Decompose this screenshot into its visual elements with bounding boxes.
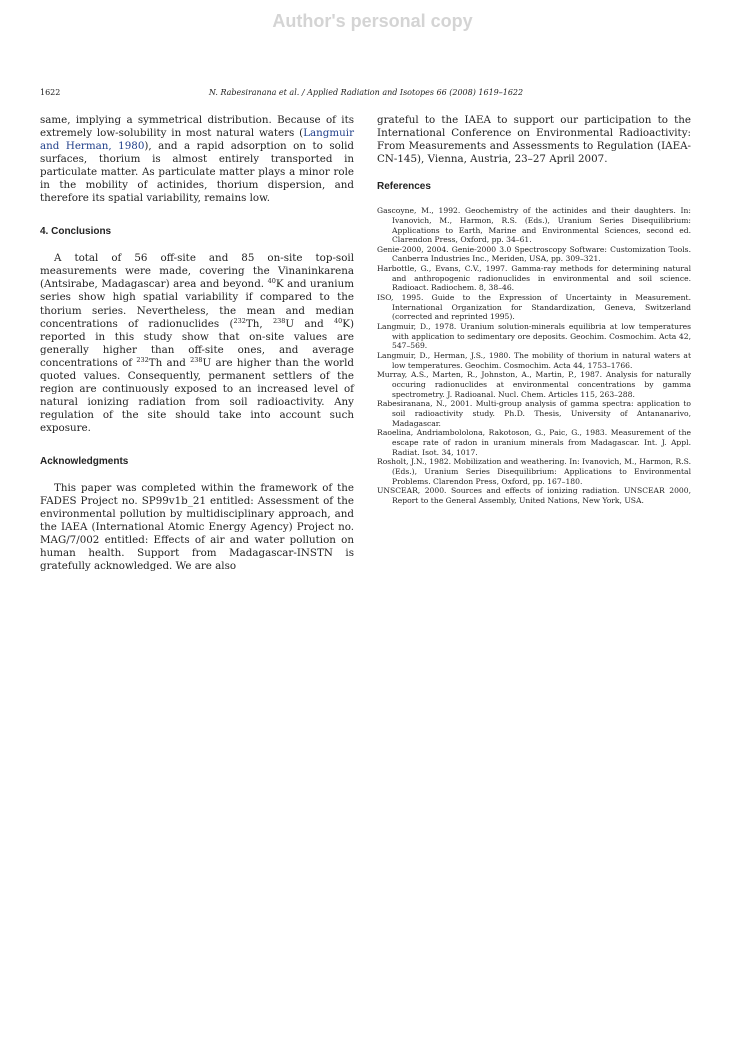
citation-link-langmuir-herman[interactable]: Langmuir and Herman, 1980 xyxy=(40,127,354,153)
reference-item: Rosholt, J.N., 1982. Mobilization and weathering. In: Ivanovich, M., Harmon, R.S. (Eds.), Uranium Series Disequilibrium: Applications to Environmental Problems. Clarendon Press, Oxford, pp. 167–180. xyxy=(377,457,691,486)
reference-item: ISO, 1995. Guide to the Expression of Uncertainty in Measurement. International Organization for Standardization, Geneva, Switzerland (corrected and reprinted 1995). xyxy=(377,293,691,322)
journal-citation: N. Rabesiranana et al. / Applied Radiation and Isotopes 66 (2008) 1619–1622 xyxy=(208,88,524,97)
left-column xyxy=(40,114,354,573)
running-header xyxy=(40,88,692,102)
references-heading: References xyxy=(377,181,431,193)
reference-item: Langmuir, D., Herman, J.S., 1980. The mobility of thorium in natural waters at low temperatures. Geochim. Cosmochim. Acta 44, 1753–1766. xyxy=(377,351,691,370)
conclusions-paragraph: A total of 56 off-site and 85 on-site top-soil measurements were made, covering the Vinaninkarena (Antsirabe, Madagascar) area and beyond. $^{40}$K and uranium series show high spatial variability if compared to the thorium series. Nevertheless, the mean and median concentrations of radionuclides ($^{232}$Th, $^{238}$U and $^{40}$K) reported in this study show that on-site values are generally higher than off-site ones, and average concentrations of $^{232}$Th and $^{238}$U are higher than the world quoted values. Consequently, permanent settlers of the region are continuously exposed to an increased level of natural ionizing radiation from soil radioactivity. Any regulation of the site should take into account such exposure. xyxy=(40,252,354,434)
acknowledgments-heading: Acknowledgments xyxy=(40,455,129,467)
reference-item: Murray, A.S., Marten, R., Johnston, A., Martin, P., 1987. Analysis for naturally occuring radionuclides at environmental concentrations by gamma spectrometry. J. Radioanal. Nucl. Chem. Articles 115, 263–288. xyxy=(377,370,691,399)
watermark: Author's personal copy xyxy=(272,11,473,31)
acknowledgments-paragraph: This paper was completed within the framework of the FADES Project no. SP99v1b_21 entitled: Assessment of the environmental pollution by multidisciplinary approach, and the IAEA (International Atomic Energy Agency) Project no. MAG/7/002 entitled: Effects of air and water pollution on human health. Support from Madagascar-INSTN is gratefully acknowledged. We are also xyxy=(40,481,354,573)
intro-paragraph: same, implying a symmetrical distribution. Because of its extremely low-solubility in most natural waters (Langmuir and Herman, 1980), and a rapid adsorption on to solid surfaces, thorium is almost entirely transported in particulate matter. As particulate matter plays a minor role in the mobility of actinides, thorium dispersion, and therefore its spatial variability, remains low. xyxy=(40,114,355,205)
reference-item: Gascoyne, M., 1992. Geochemistry of the actinides and their daughters. In: Ivanovich, M., Harmon, R.S. (Eds.), Uranium Series Disequilibrium: Applications to Earth, Marine and Environmental Sciences, second ed. Clarendon Press, Oxford, pp. 34–61. xyxy=(377,206,691,245)
conclusions-heading: 4. Conclusions xyxy=(40,226,112,238)
reference-item: Raoelina, Andriambololona, Rakotoson, G., Paic, G., 1983. Measurement of the escape rate of radon in uranium minerals from Madagascar. Int. J. Appl. Radiat. Isot. 34, 1017. xyxy=(377,428,691,457)
reference-item: Rabesiranana, N., 2001. Multi-group analysis of gamma spectra: application to soil radioactivity study. Ph.D. Thesis, University of Antananarivo, Madagascar. xyxy=(377,399,691,428)
page-number: 1622 xyxy=(40,88,61,97)
reference-item: Genie-2000, 2004. Genie-2000 3.0 Spectroscopy Software: Customization Tools. Canberra Industries Inc., Meriden, USA, pp. 309–321. xyxy=(377,244,691,264)
right-column xyxy=(377,114,691,506)
reference-item: Langmuir, D., 1978. Uranium solution-minerals equilibria at low temperatures with application to sedimentary ore deposits. Geochim. Cosmochim. Acta 42, 547–569. xyxy=(377,322,691,351)
reference-item: UNSCEAR, 2000. Sources and effects of ionizing radiation. UNSCEAR 2000, Report to the General Assembly, United Nations, New York, USA. xyxy=(377,486,691,505)
reference-item: Harbottle, G., Evans, C.V., 1997. Gamma-ray methods for determining natural and anthropogenic radionuclides in environmental and soil science. Radioact. Radiochem. 8, 38–46. xyxy=(377,264,691,293)
reference-list xyxy=(377,206,691,505)
acknowledgments-continued: grateful to the IAEA to support our participation to the International Conference on Environmental Radioactivity: From Measurements and Assessments to Regulation (IAEA-CN-145), Vienna, Austria, 23–27 April 2007. xyxy=(377,114,691,166)
